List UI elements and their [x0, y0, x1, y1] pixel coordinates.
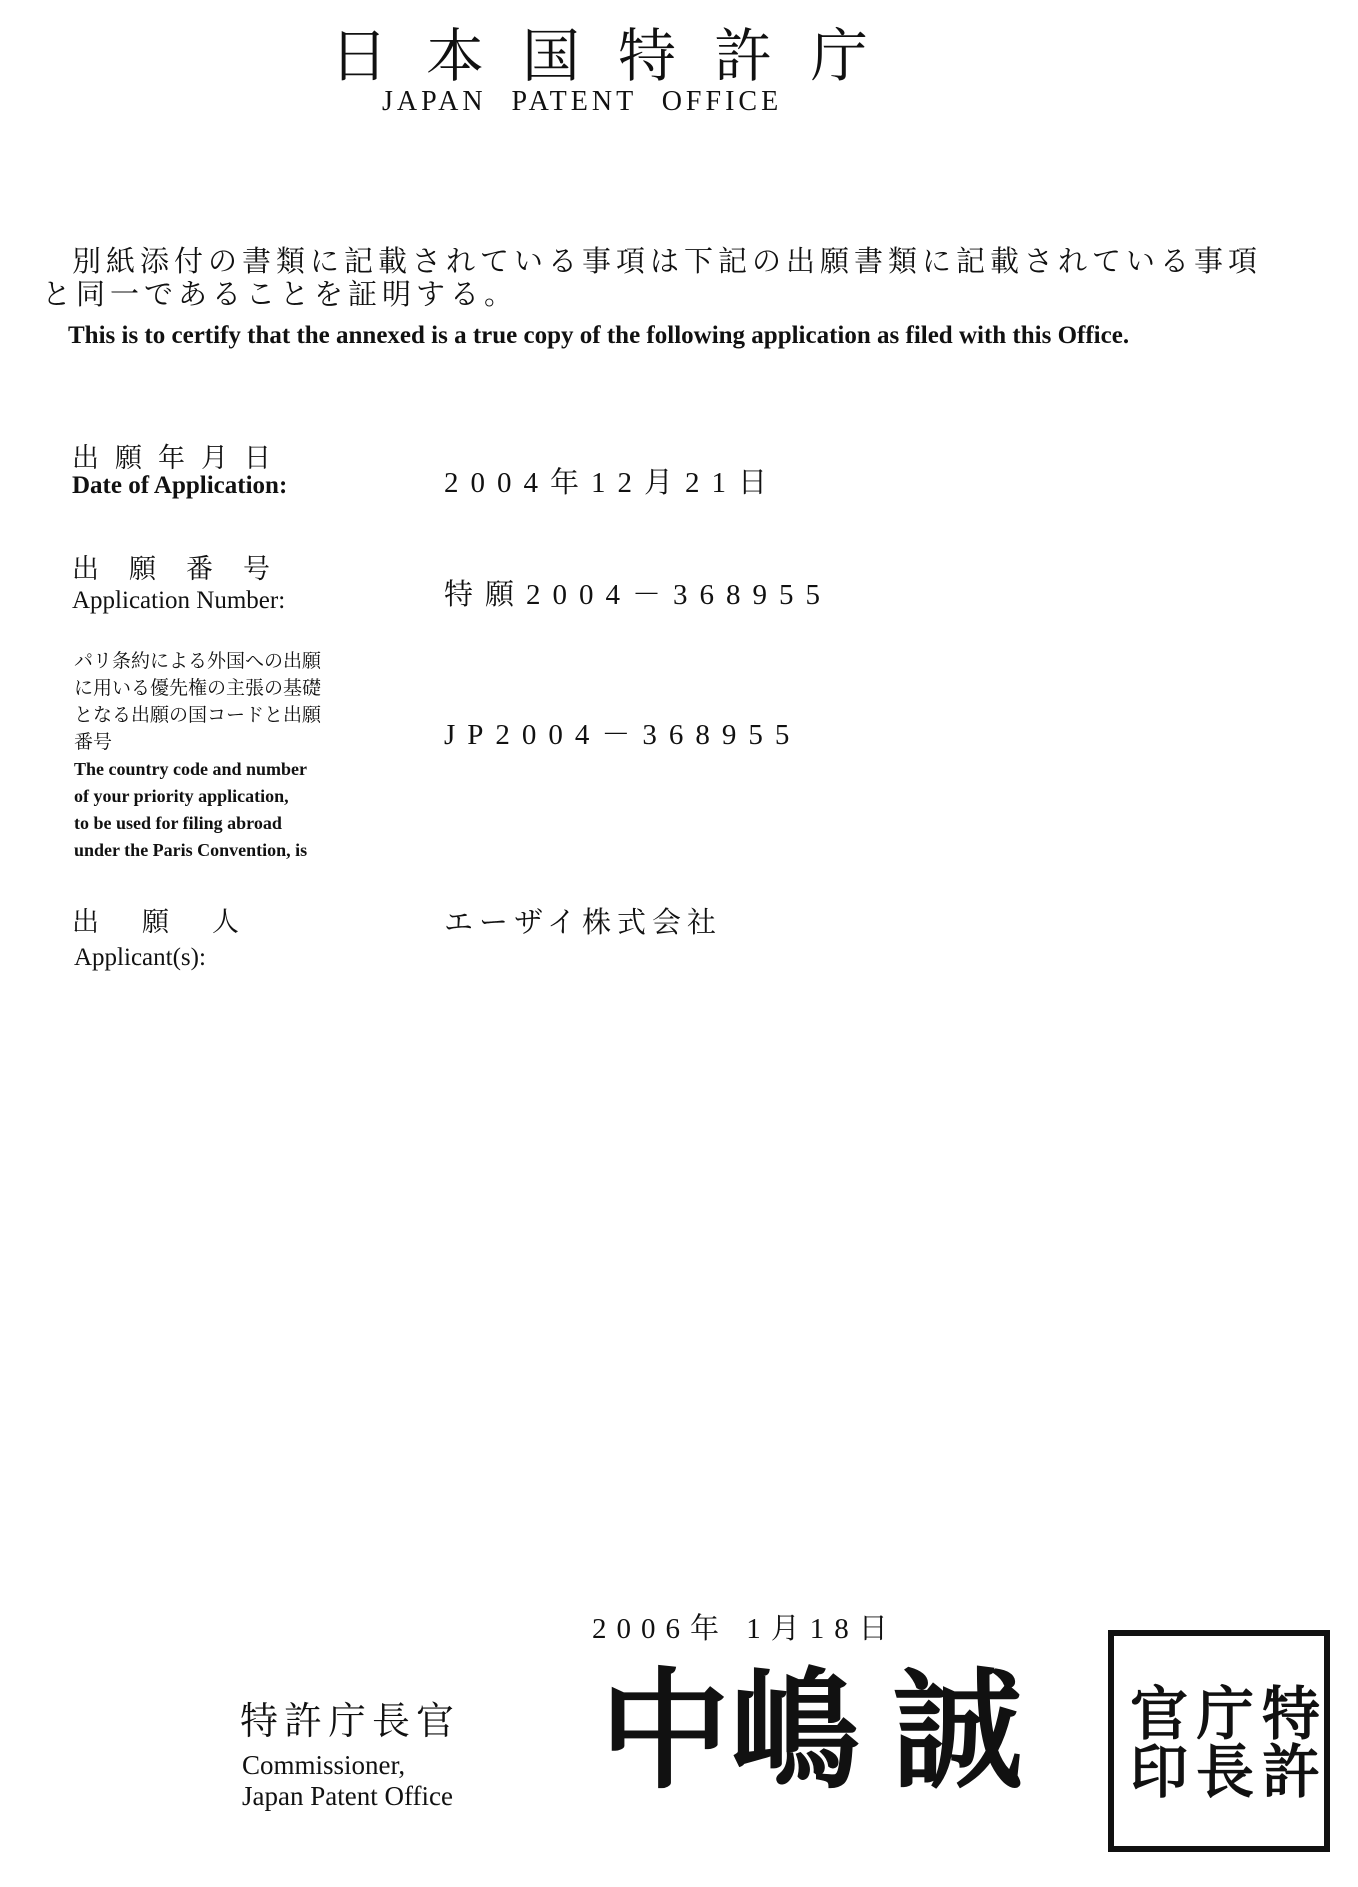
certification-text-en: This is to certify that the annexed is a true copy of the following application as filed with this Office.	[38, 320, 1263, 351]
priority-label-jp-3: となる出願の国コードと出願	[74, 702, 321, 729]
applicant-label-jp: 出 願 人	[72, 900, 247, 939]
priority-label-en-2: of your priority application,	[74, 783, 321, 810]
priority-label-jp-2: に用いる優先権の主張の基礎	[74, 675, 321, 702]
official-seal	[1108, 1630, 1330, 1852]
number-label-jp: 出願番号	[72, 547, 300, 586]
priority-label-jp-1: パリ条約による外国への出願	[74, 648, 321, 675]
commissioner-title-en-1: Commissioner,	[242, 1750, 405, 1781]
priority-label-jp-4: 番号	[74, 729, 321, 756]
office-title-en: JAPAN PATENT OFFICE	[382, 86, 782, 118]
seal-text-3: 官印	[1122, 1683, 1184, 1799]
seal-text-1: 特許	[1254, 1683, 1316, 1799]
number-value: 特願2004－368955	[444, 572, 832, 613]
date-label-en: Date of Application:	[72, 472, 287, 500]
commissioner-title-en-2: Japan Patent Office	[242, 1781, 453, 1812]
office-title-jp: 日本国特許庁	[330, 22, 906, 92]
priority-label-en-1: The country code and number	[74, 756, 321, 783]
seal-text-2: 庁長	[1188, 1683, 1250, 1799]
commissioner-signature: 中嶋 誠	[600, 1668, 1023, 1798]
priority-label-en-3: to be used for filing abroad	[74, 810, 321, 837]
date-value: 2004年12月21日	[444, 460, 779, 501]
applicant-value: エーザイ株式会社	[444, 900, 722, 941]
applicant-label-en: Applicant(s):	[74, 944, 206, 972]
date-label-jp: 出願年月日	[72, 436, 287, 475]
priority-label	[74, 648, 321, 864]
number-label-en: Application Number:	[72, 587, 285, 615]
issue-date: 2006年 1月18日	[592, 1612, 898, 1646]
commissioner-title-jp: 特許庁長官	[240, 1700, 460, 1744]
priority-value: JP2004－368955	[444, 712, 801, 753]
priority-label-en-4: under the Paris Convention, is	[74, 837, 321, 864]
certification-text-jp: 別紙添付の書類に記載されている事項は下記の出願書類に記載されている事項と同一であることを証明する。	[42, 246, 1262, 312]
